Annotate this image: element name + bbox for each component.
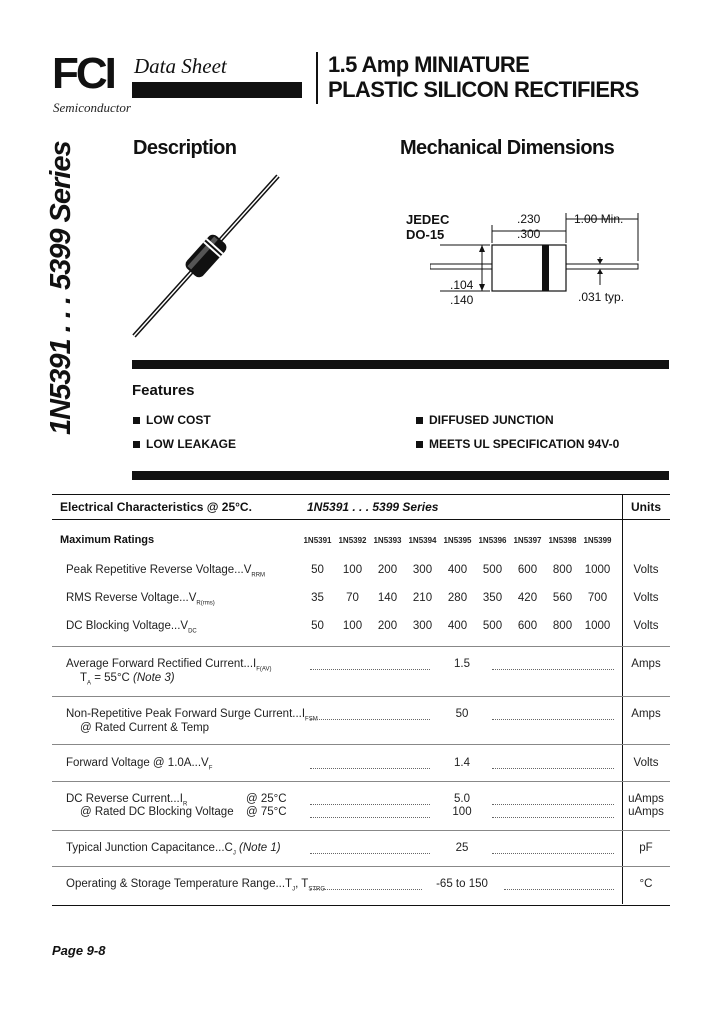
vf-label — [66, 757, 212, 771]
bullet-icon — [416, 417, 423, 424]
ifav-value: 1.5 — [454, 658, 470, 670]
ifsm-label-text: Non-Repetitive Peak Forward Surge Current...I — [66, 708, 306, 720]
dot-leader — [492, 853, 614, 854]
value-cell: 800 — [552, 620, 573, 632]
features-top-rule — [132, 360, 669, 369]
ifsm-value: 50 — [455, 708, 469, 720]
value-cell: 100 — [342, 620, 363, 632]
max-ratings-label: Maximum Ratings — [60, 534, 155, 546]
vrrm-values — [300, 564, 615, 576]
logo-subtitle: Semiconductor — [53, 100, 131, 115]
table-header-rule — [52, 519, 670, 520]
value-cell: 300 — [412, 564, 433, 576]
ir-unit-75: uAmps — [628, 806, 664, 818]
ir-label-sub: R — [182, 801, 188, 808]
dot-leader — [310, 719, 430, 720]
vf-unit: Volts — [633, 757, 659, 769]
ir-temp-75: @ 75°C — [246, 806, 287, 818]
features-heading: Features — [132, 382, 195, 399]
value-cell: 70 — [346, 592, 359, 604]
vf-value: 1.4 — [454, 757, 470, 769]
row-divider — [52, 866, 670, 867]
tj-label-text: Operating & Storage Temperature Range...T — [66, 878, 293, 890]
part-number: 1N5396 — [478, 536, 507, 545]
feature-text: DIFFUSED JUNCTION — [429, 413, 554, 427]
dim-diameter-max: .140 — [450, 293, 474, 307]
doc-type: Data Sheet — [134, 54, 227, 78]
ir-value-75: 100 — [452, 806, 472, 818]
package-code: DO-15 — [406, 227, 445, 242]
mechanical-heading: Mechanical Dimensions — [400, 137, 615, 159]
cj-unit: pF — [639, 842, 653, 854]
table-title: Electrical Characteristics @ 25°C. — [60, 500, 252, 514]
part-number: 1N5394 — [408, 536, 437, 545]
tj-label-mid: , T — [295, 878, 309, 890]
row-divider — [52, 781, 670, 782]
ir-label-text: DC Reverse Current...I — [66, 793, 183, 805]
dot-leader — [492, 804, 614, 805]
part-number: 1N5395 — [443, 536, 472, 545]
value-cell: 210 — [412, 592, 433, 604]
feature-item — [416, 413, 554, 427]
dim-body-length-min: .230 — [517, 212, 541, 226]
dot-leader — [492, 768, 614, 769]
value-cell: 200 — [377, 620, 398, 632]
dot-leader — [310, 669, 430, 670]
dim-lead-length: 1.00 Min. — [574, 212, 624, 226]
table-units-header: Units — [631, 500, 661, 514]
ir-condition: @ Rated DC Blocking Voltage — [80, 806, 234, 818]
vrrm-label — [66, 564, 265, 578]
dot-leader — [492, 817, 614, 818]
vrms-values — [300, 592, 615, 604]
page-number: Page 9-8 — [52, 943, 106, 958]
value-cell: 600 — [517, 564, 538, 576]
dot-leader — [504, 889, 614, 890]
value-cell: 100 — [342, 564, 363, 576]
ifav-cond-sub: A — [87, 680, 92, 687]
part-number: 1N5399 — [583, 536, 612, 545]
ifav-condition — [80, 672, 175, 686]
value-cell: 140 — [377, 592, 398, 604]
value-cell: 50 — [311, 620, 324, 632]
feature-item — [416, 437, 619, 451]
ifsm-condition: @ Rated Current & Temp — [80, 722, 210, 734]
vf-label-sub: F — [208, 765, 213, 772]
vf-label-text: Forward Voltage @ 1.0A...V — [66, 757, 209, 769]
ifav-cond-pre: T — [80, 672, 88, 684]
ifav-label-text: Average Forward Rectified Current...I — [66, 658, 257, 670]
table-series: 1N5391 . . . 5399 Series — [307, 500, 439, 514]
value-cell: 300 — [412, 620, 433, 632]
description-heading: Description — [133, 137, 237, 159]
value-cell: 400 — [447, 564, 468, 576]
bullet-icon — [133, 417, 140, 424]
feature-text: MEETS UL SPECIFICATION 94V-0 — [429, 437, 620, 451]
series-label-text: 1N5391 . . . 5399 Series — [45, 141, 77, 435]
ir-unit-25: uAmps — [628, 793, 664, 805]
page-title — [328, 52, 639, 102]
value-cell: 560 — [552, 592, 573, 604]
vrms-label-text: RMS Reverse Voltage...V — [66, 592, 197, 604]
value-cell: 600 — [517, 620, 538, 632]
row-divider — [52, 830, 670, 831]
package-jedec: JEDEC — [406, 212, 450, 227]
title-line-2: PLASTIC SILICON RECTIFIERS — [328, 77, 639, 102]
features-bottom-rule — [132, 471, 669, 480]
value-cell: 420 — [517, 592, 538, 604]
cj-label — [66, 842, 281, 856]
value-cell: 400 — [447, 620, 468, 632]
value-cell: 800 — [552, 564, 573, 576]
ifav-unit: Amps — [631, 658, 661, 670]
dim-lead-diameter: .031 typ. — [578, 290, 625, 304]
dim-body-length-max: .300 — [517, 227, 541, 241]
cj-value: 25 — [455, 842, 469, 854]
dot-leader — [492, 719, 614, 720]
value-cell: 1000 — [584, 564, 611, 576]
tj-unit: °C — [639, 878, 653, 890]
feature-item — [133, 413, 211, 427]
cj-label-text: Typical Junction Capacitance...C — [66, 842, 233, 854]
part-number: 1N5391 — [303, 536, 332, 545]
header-divider — [316, 52, 318, 104]
ifav-label — [66, 658, 272, 672]
dot-leader — [310, 889, 422, 890]
value-cell: 1000 — [584, 620, 611, 632]
value-cell: 50 — [311, 564, 324, 576]
value-cell: 350 — [482, 592, 503, 604]
ifav-cond-post: = 55°C — [91, 672, 134, 684]
row-divider — [52, 646, 670, 647]
bullet-icon — [416, 441, 423, 448]
feature-text: LOW LEAKAGE — [146, 437, 236, 451]
part-number-row — [300, 536, 615, 545]
dim-diameter-min: .104 — [450, 278, 474, 292]
value-cell: 280 — [447, 592, 468, 604]
row-divider — [52, 696, 670, 697]
value-cell: 700 — [587, 592, 608, 604]
cj-note: (Note 1) — [239, 842, 281, 854]
ir-temp-25: @ 25°C — [246, 793, 287, 805]
value-cell: 35 — [311, 592, 324, 604]
vdc-label-text: DC Blocking Voltage...V — [66, 620, 189, 632]
ifav-label-sub: F(AV) — [256, 666, 272, 673]
vdc-label-sub: DC — [188, 628, 197, 635]
bullet-icon — [133, 441, 140, 448]
value-cell: 500 — [482, 620, 503, 632]
vrrm-label-sub: RRM — [251, 572, 266, 579]
dot-leader — [310, 804, 430, 805]
vrms-label — [66, 592, 215, 606]
dot-leader — [492, 669, 614, 670]
ifsm-label — [66, 708, 318, 722]
part-number: 1N5392 — [338, 536, 367, 545]
tj-label — [66, 878, 325, 892]
vdc-label — [66, 620, 197, 634]
dot-leader — [310, 768, 430, 769]
tj-label-sub-strg: STRG — [308, 886, 325, 893]
value-cell: 200 — [377, 564, 398, 576]
vrms-label-sub: R(rms) — [196, 600, 215, 607]
part-number: 1N5397 — [513, 536, 542, 545]
vrrm-label-text: Peak Repetitive Reverse Voltage...V — [66, 564, 252, 576]
vdc-values — [300, 620, 615, 632]
part-number: 1N5393 — [373, 536, 402, 545]
ir-value-25: 5.0 — [454, 793, 470, 805]
ifsm-unit: Amps — [631, 708, 661, 720]
series-label — [45, 141, 77, 435]
value-cell: 500 — [482, 564, 503, 576]
row-divider — [52, 744, 670, 745]
feature-text: LOW COST — [146, 413, 211, 427]
part-number: 1N5398 — [548, 536, 577, 545]
feature-item — [133, 437, 236, 451]
title-line-1: 1.5 Amp MINIATURE — [328, 52, 530, 77]
ifsm-label-sub: FSM — [305, 716, 318, 723]
header-bar — [132, 82, 302, 98]
vdc-unit: Volts — [633, 620, 659, 632]
vrrm-unit: Volts — [633, 564, 659, 576]
tj-value: -65 to 150 — [436, 878, 488, 890]
cj-label-sub: J — [232, 850, 236, 857]
vrms-unit: Volts — [633, 592, 659, 604]
dot-leader — [310, 853, 430, 854]
dot-leader — [310, 817, 430, 818]
company-logo: FCI — [52, 49, 114, 98]
tj-label-sub-j: J — [292, 886, 296, 893]
diode-illustration — [128, 168, 288, 343]
ifav-note: (Note 3) — [133, 672, 175, 684]
